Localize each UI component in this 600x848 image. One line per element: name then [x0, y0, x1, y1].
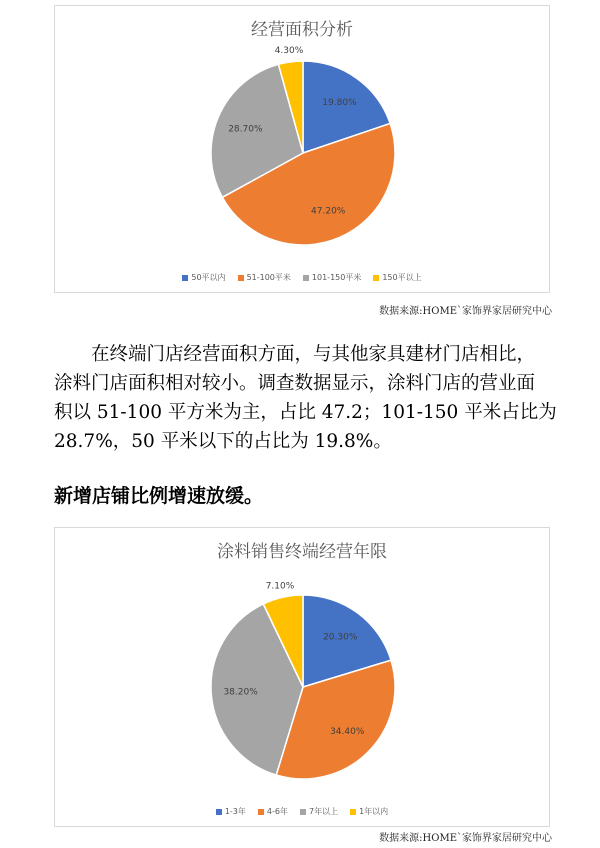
legend-item: [258, 806, 288, 817]
legend-label: 50平以内: [191, 273, 226, 282]
paragraph-line: 积以 51-100 平方米为主，占比 47.2；101-150 平米占比为: [54, 402, 557, 423]
legend-item: [300, 806, 338, 817]
legend-item: [182, 272, 225, 283]
pie-data-label: 47.20%: [311, 206, 346, 217]
legend-swatch: [182, 275, 188, 281]
legend-swatch: [258, 809, 264, 815]
legend-label: 51-100平米: [246, 273, 291, 282]
legend-item: [303, 272, 361, 283]
legend-item: [238, 272, 291, 283]
legend-swatch: [350, 809, 356, 815]
pie-data-label: 34.40%: [330, 727, 365, 738]
pie-data-label: 38.20%: [223, 687, 258, 698]
paragraph-line: 在终端门店经营面积方面，与其他家具建材门店相比，: [54, 344, 536, 365]
legend-label: 150平以上: [382, 273, 422, 282]
data-source-note: 数据来源:HOME`家饰界家居研究中心: [379, 833, 552, 844]
chart-legend: [55, 272, 549, 283]
paragraph-line: 涂料门店面积相对较小。调查数据显示，涂料门店的营业面: [54, 373, 536, 394]
pie-data-label: 20.30%: [323, 632, 358, 643]
pie-data-label: 28.70%: [228, 124, 263, 135]
legend-swatch: [373, 275, 379, 281]
pie-data-label: 7.10%: [265, 581, 295, 592]
legend-label: 1-3年: [224, 807, 246, 816]
area-pie-chart: [55, 6, 551, 294]
legend-swatch: [238, 275, 244, 281]
pie-data-label: 4.30%: [274, 45, 304, 56]
legend-item: [350, 806, 388, 817]
legend-label: 7年以上: [308, 807, 339, 816]
chart-title: 涂料销售终端经营年限: [217, 542, 387, 562]
legend-swatch: [303, 275, 309, 281]
section-heading: 新增店铺比例增速放缓。: [54, 485, 264, 507]
chart-title: 经营面积分析: [251, 20, 353, 40]
pie-data-label: 19.80%: [322, 98, 357, 109]
paragraph-line: 28.7%，50 平米以下的占比为 19.8%。: [54, 431, 392, 452]
legend-label: 1年以内: [359, 807, 389, 816]
legend-item: [373, 272, 421, 283]
area-chart-box: [54, 5, 550, 293]
legend-item: [216, 806, 246, 817]
chart-legend: [55, 806, 549, 817]
legend-label: 4-6年: [266, 807, 288, 816]
body-paragraph: [54, 340, 557, 456]
legend-swatch: [300, 809, 306, 815]
years-pie-chart: [55, 528, 551, 828]
legend-label: 101-150平米: [311, 273, 362, 282]
years-chart-box: [54, 527, 550, 827]
legend-swatch: [216, 809, 222, 815]
data-source-note: 数据来源:HOME`家饰界家居研究中心: [379, 306, 552, 317]
